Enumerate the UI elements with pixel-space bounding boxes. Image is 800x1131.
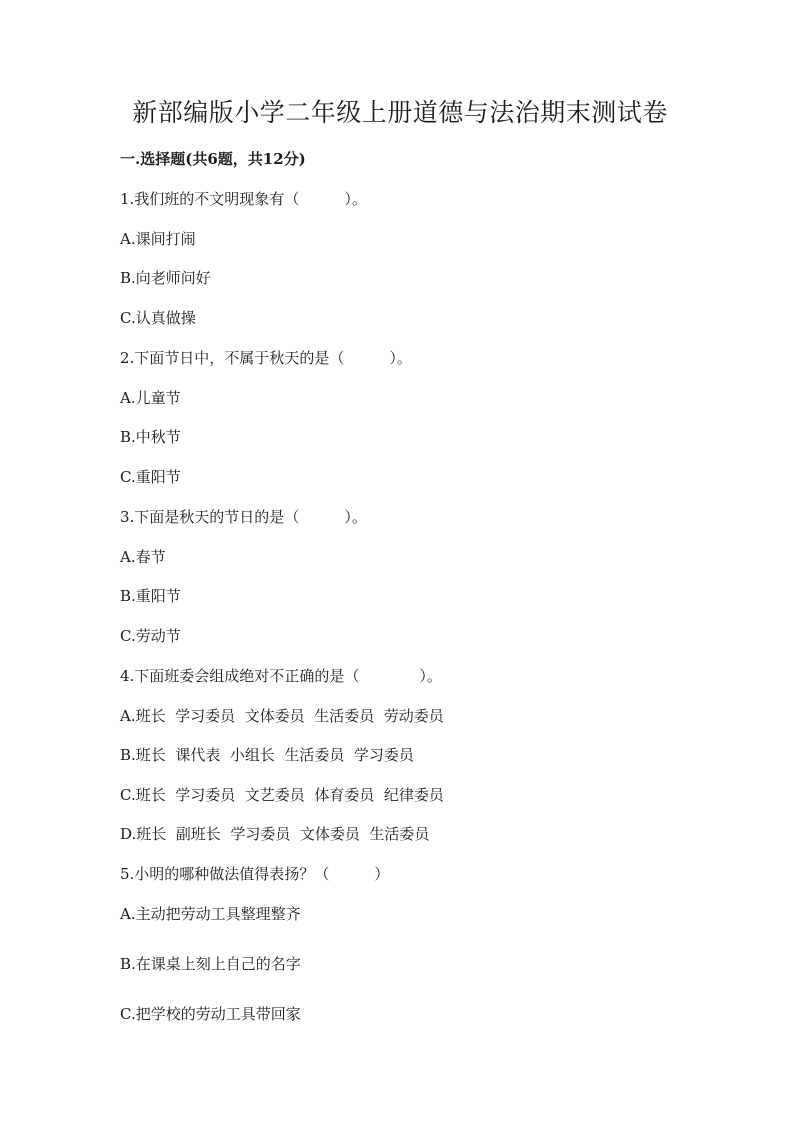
question-1: 1.我们班的不文明现象有（ ）。 [120,190,367,208]
question-5-option-c: C.把学校的劳动工具带回家 [120,1005,301,1023]
question-2-option-a: A.儿童节 [120,389,181,407]
question-2: 2.下面节日中，不属于秋天的是（ ）。 [120,349,412,367]
question-3-option-a: A.春节 [120,548,166,566]
question-5: 5.小明的哪种做法值得表扬？（ ） [120,865,390,883]
question-4-option-a: A.班长 学习委员 文体委员 生活委员 劳动委员 [120,707,444,725]
question-2-option-c: C.重阳节 [120,468,181,486]
question-5-option-b: B.在课桌上刻上自己的名字 [120,955,301,973]
question-5-option-a: A.主动把劳动工具整理整齐 [120,905,301,923]
question-4-option-b: B.班长 课代表 小组长 生活委员 学习委员 [120,746,414,764]
question-4-option-c: C.班长 学习委员 文艺委员 体育委员 纪律委员 [120,786,444,804]
question-2-option-b: B.中秋节 [120,428,181,446]
page-title: 新部编版小学二年级上册道德与法治期末测试卷 [132,98,668,127]
question-3: 3.下面是秋天的节日的是（ ）。 [120,508,367,526]
question-3-option-b: B.重阳节 [120,587,181,605]
question-3-option-c: C.劳动节 [120,627,181,645]
section-heading: 一.选择题(共6题，共12分) [120,150,306,168]
question-1-option-a: A.课间打闹 [120,230,196,248]
question-4: 4.下面班委会组成绝对不正确的是（ ）。 [120,667,442,685]
question-1-option-b: B.向老师问好 [120,269,211,287]
question-1-option-c: C.认真做操 [120,309,196,327]
question-4-option-d: D.班长 副班长 学习委员 文体委员 生活委员 [120,825,430,843]
